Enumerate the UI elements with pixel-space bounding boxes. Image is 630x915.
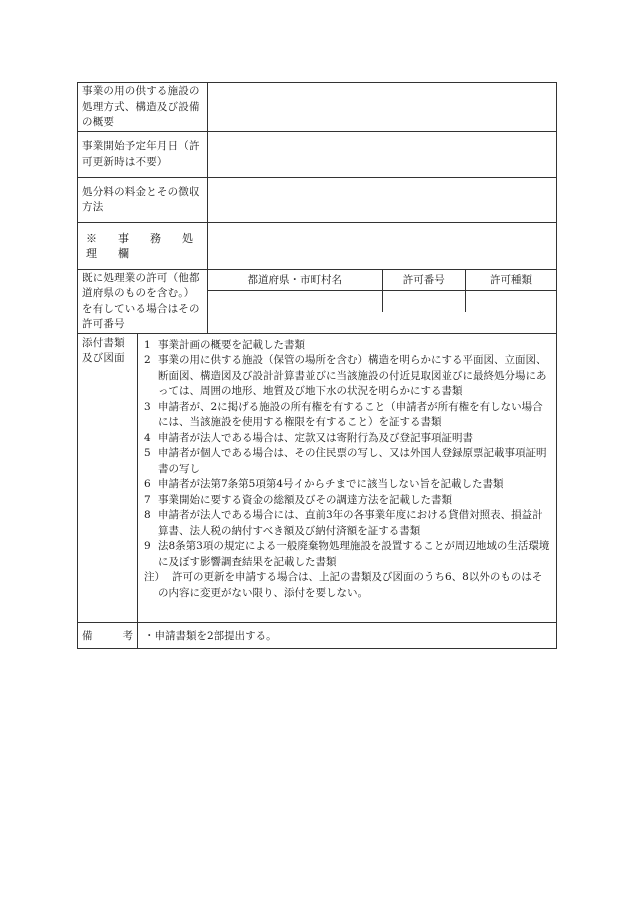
attachments-list <box>138 334 556 606</box>
application-form-table <box>77 82 557 649</box>
existing-permit-grid <box>208 270 556 312</box>
permit-value-type[interactable] <box>466 290 556 312</box>
attachment-item: 4 申請者が法人である場合は、定款又は寄附行為及び登記事項証明書 <box>144 431 473 444</box>
attachment-item: 7 事業開始に要する資金の総額及びその調達方法を記載した書類 <box>144 493 452 506</box>
attachment-item: 3 申請者が、2に掲げる施設の所有権を有すること（申請者が所有権を有しない場合には、当該施設を使用する権限を有すること）を証する書類 <box>144 400 543 428</box>
existing-permit-row <box>78 269 557 333</box>
attachment-item: 9 法8条第3項の規定による一般廃棄物処理施設を設置することが周辺地域の生活環境に及ぼす影響調査結果を記載した書類 <box>144 540 550 568</box>
permit-value-number[interactable] <box>382 290 466 312</box>
remarks-text: ・申請書類を2部提出する。 <box>138 622 557 648</box>
permit-col-type: 許可種類 <box>466 270 556 291</box>
permit-value-region[interactable] <box>208 290 382 312</box>
attachments-content <box>138 333 557 622</box>
attachment-note: 注） 許可の更新を申請する場合は、上記の書類及び図面のうち6、8以外のものはその内容に変更がない限り、添付を要しない。 <box>144 571 543 599</box>
office-use-row <box>78 222 557 269</box>
fee-label: 処分料の料金とその徴収方法 <box>78 177 208 222</box>
facility-row <box>78 83 557 132</box>
attachment-item: 5 申請者が個人である場合は、その住民票の写し、又は外国人登録原票記載事項証明書の写し <box>144 447 547 475</box>
fee-row <box>78 177 557 222</box>
attachments-row <box>78 333 557 622</box>
office-use-label: ※ 事 務 処 理 欄 <box>78 222 208 269</box>
attachment-item: 1 事業計画の概要を記載した書類 <box>144 338 305 351</box>
attachment-item: 6 申請者が法第7条第5項第4号イからチまでに該当しない旨を記載した書類 <box>144 478 504 490</box>
office-use-value <box>208 222 557 269</box>
permit-col-number: 許可番号 <box>382 270 466 291</box>
attachments-label: 添付書類及び図面 <box>78 333 138 622</box>
fee-value[interactable] <box>208 177 557 222</box>
facility-value[interactable] <box>208 83 557 132</box>
start-date-label: 事業開始予定年月日（許可更新時は不要） <box>78 131 208 177</box>
existing-permit-grid-cell <box>208 269 557 333</box>
start-date-value[interactable] <box>208 131 557 177</box>
remarks-row <box>78 622 557 648</box>
start-date-row <box>78 131 557 177</box>
existing-permit-label: 既に処理業の許可（他都道府県のものを含む。）を有している場合はその許可番号 <box>78 269 208 333</box>
attachment-item: 2 事業の用に供する施設（保管の場所を含む）構造を明らかにする平面図、立面図、断面図、構造図及び設計計算書並びに当該施設の付近見取図並びに最終処分場にあっては、周囲の地形、地質及び地下水の状況を明らかにする書類 <box>144 354 547 397</box>
attachment-item: 8 申請者が法人である場合には、直前3年の各事業年度における貸借対照表、損益計算書、法人税の納付すべき額及び納付済額を証する書類 <box>144 509 543 537</box>
permit-col-region: 都道府県・市町村名 <box>208 270 382 291</box>
remarks-label: 備 考 <box>78 622 138 648</box>
facility-label: 事業の用の供する施設の処理方式、構造及び設備の概要 <box>78 83 208 132</box>
